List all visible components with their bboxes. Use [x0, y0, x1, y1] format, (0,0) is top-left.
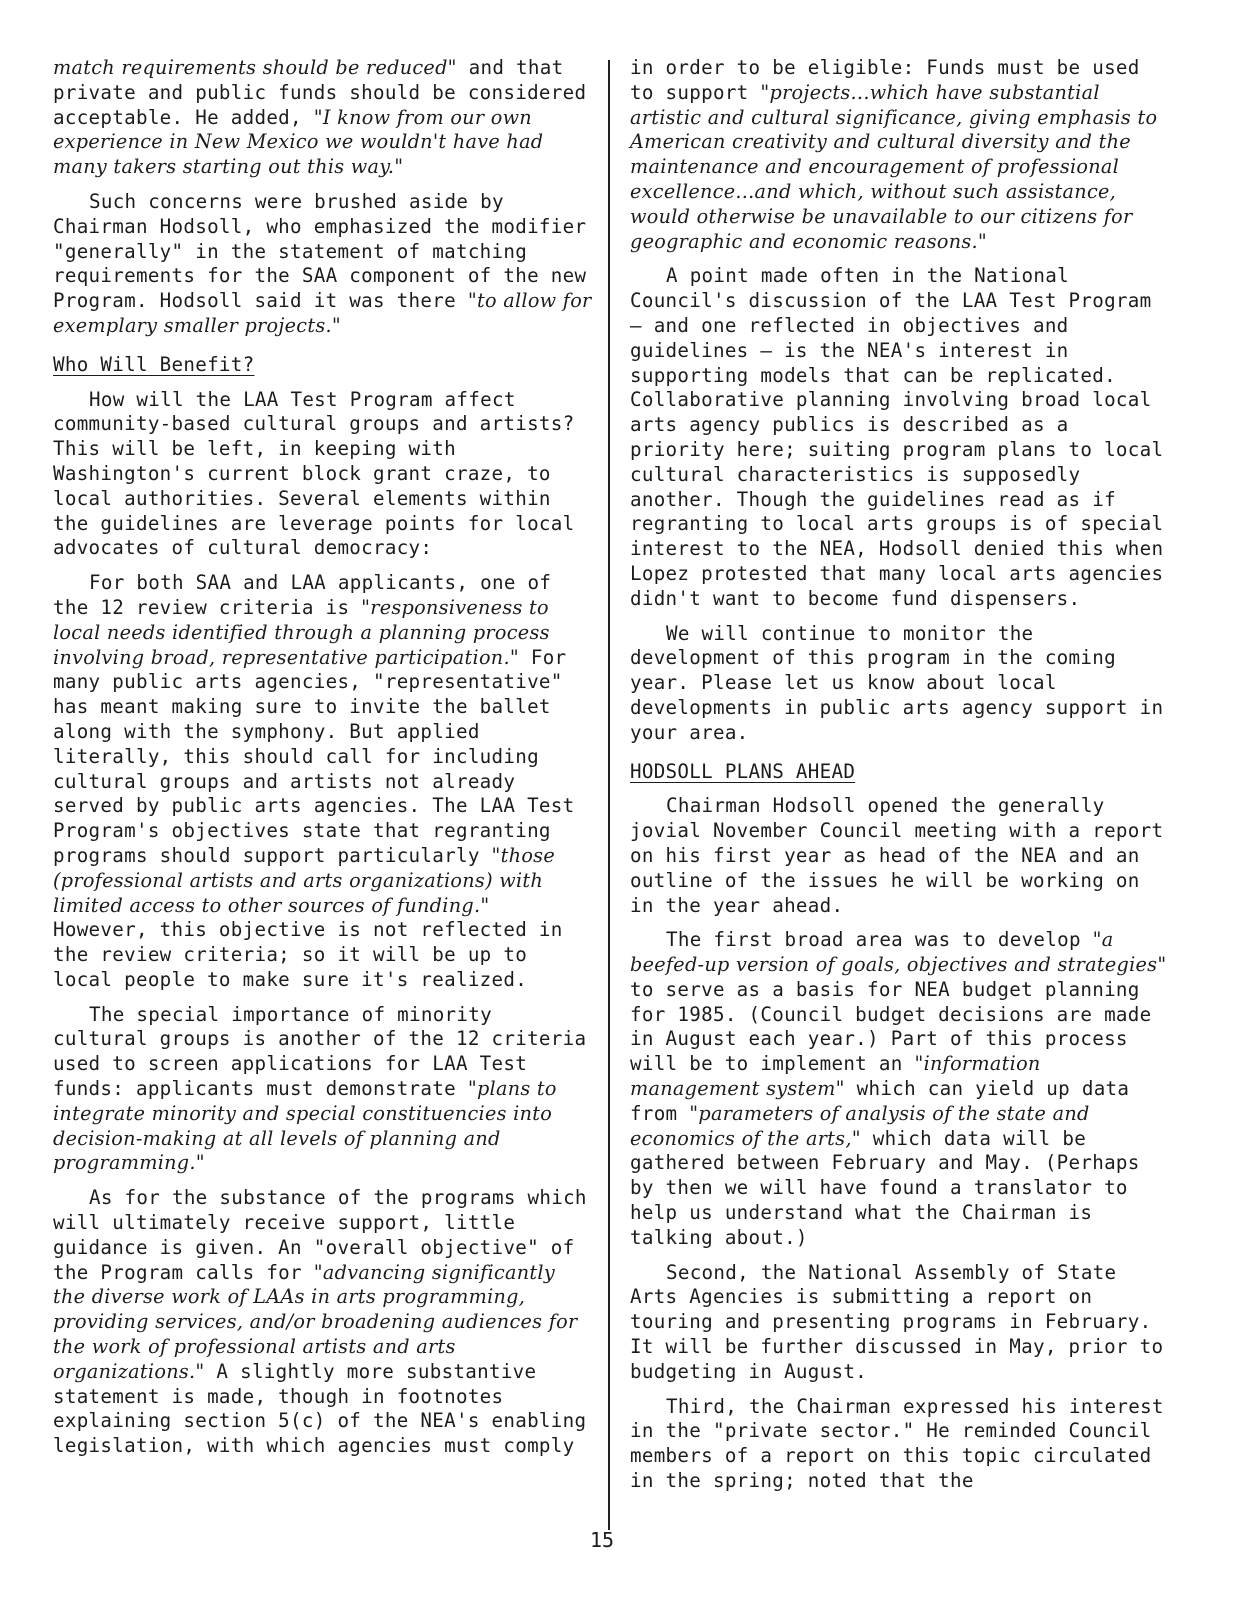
- italic-run: "responsiveness to local needs identified through a planning process involving broad, representative participation.": [53, 595, 550, 669]
- italic-run: "I know from our own experience in New Mexico we wouldn't have had many takers starting out this way.": [53, 105, 544, 179]
- text-run: to serve as a basis for NEA budget planning for 1985. (Council budget decisions are made in August each year.) Part of this process will be to implement an: [630, 977, 1152, 1076]
- text-run: in order to be eligible: Funds must be used to support: [630, 56, 1140, 104]
- column-divider: [608, 60, 610, 1530]
- right-paragraph-3: [630, 622, 1170, 746]
- text-run: However, this objective is not reflected in the review criteria; so it will be up to local people to make sure it's realized.: [53, 918, 563, 991]
- italic-run: "a beefed-up version of goals, objectives and strategies": [630, 928, 1167, 977]
- page-number: 15: [590, 1528, 615, 1552]
- text-run: We will continue to monitor the development of this program in the coming year. Please let us know about local developments in public arts agency support in your area.: [630, 621, 1164, 744]
- text-run: Third, the Chairman expressed his interest in the "private sector." He reminded Council members of a report on this topic circulated in the spring; noted that the: [630, 1394, 1164, 1493]
- text-run: How will the LAA Test Program affect community-based cultural groups and artists? This will be left, in keeping with Washington's current block grant craze, to local authorities. Several elements within the guidelines are leverage points for local advocates of cultural democracy:: [53, 387, 575, 560]
- italic-run: "those (professional artists and arts organizations) with limited access to other sources of funding.": [53, 843, 555, 917]
- section-heading-hodsoll-plans-ahead: HODSOLL PLANS AHEAD: [630, 759, 856, 783]
- text-run: which data will be gathered between February and May. (Perhaps by then we will have found a translator to help us understand what the Chairman is talking about.): [630, 1126, 1140, 1249]
- text-run: Such concerns were brushed aside by Chairman Hodsoll, who emphasized the modifier "generally" in the statement of matching requirements for the SAA component of the new Program. Hodsoll said it was there: [53, 189, 587, 313]
- text-run: and that private and public funds should be considered acceptable. He added,: [53, 56, 587, 129]
- right-column: [630, 56, 1170, 1504]
- left-paragraph-3: [53, 388, 593, 562]
- left-paragraph-5: [53, 1003, 593, 1177]
- text-run: The first broad area was to develop: [666, 928, 1093, 952]
- right-paragraph-7: [630, 1395, 1170, 1494]
- text-run: For many public arts agencies, "representative" has meant making sure to invite the ballet along with the symphony. But applied literally, this should call for including cultural groups and artists not already served by public arts agencies. The LAA Test Program's objectives state that regranting programs should support particularly: [53, 645, 575, 867]
- italic-run: "plans to integrate minority and special constituencies into decision-making at all levels of planning and programming.": [53, 1077, 557, 1175]
- text-run: which can yield up data from: [630, 1077, 1130, 1125]
- italic-run: "advancing significantly the diverse work of LAAs in arts programming, providing services, and/or broadening audiences for the work of professional artists and arts organizations.": [53, 1260, 578, 1383]
- italic-run: "information management system": [630, 1052, 1041, 1101]
- left-paragraph-6: [53, 1186, 593, 1459]
- right-paragraph-2: [630, 264, 1170, 611]
- text-run: As for the substance of the programs which will ultimately receive support, little guidance is given. An "overall objective" of the Program calls for: [53, 1186, 587, 1284]
- italic-run: match requirements should be reduced": [53, 56, 457, 79]
- right-paragraph-1: [630, 56, 1170, 254]
- italic-run: "projects...which have substantial artistic and cultural significance, giving emphasis to American creativity and cultural diversity and the maintenance and encouragement of professional excellence...and which, without such assistance, would otherwise be unavailable to our citizens for geographic and economic reasons.": [630, 80, 1158, 253]
- text-run: For both SAA and LAA applicants, one of the 12 review criteria is: [53, 571, 552, 619]
- left-paragraph-1: [53, 56, 593, 180]
- text-run: The special importance of minority cultural groups is another of the 12 criteria used to screen applications for LAA Test funds: applicants must demonstrate: [53, 1002, 587, 1101]
- italic-run: "parameters of analysis of the state and economics of the arts,": [630, 1101, 1090, 1150]
- right-paragraph-4: [630, 794, 1170, 918]
- text-run: Chairman Hodsoll opened the generally jovial November Council meeting with a report on his first year as head of the NEA and an outline of the issues he will be working on in the year ahead.: [630, 794, 1164, 917]
- left-paragraph-2: [53, 190, 593, 339]
- section-heading-who-will-benefit: Who Will Benefit?: [53, 352, 255, 376]
- text-run: A point made often in the National Council's discussion of the LAA Test Program — and one reflected in objectives and guidelines — is the NEA's interest in supporting models that can be replicated. Collaborative planning involving broad local arts agency publics is described as a priority here; suiting program plans to local cultural characteristics is supposedly another. Though the guidelines read as if regranting to local arts groups is of special interest to the NEA, Hodsoll denied this when Lopez protested that many local arts agencies didn't want to become fund dispensers.: [630, 264, 1164, 610]
- right-paragraph-6: [630, 1261, 1170, 1385]
- left-paragraph-4: [53, 571, 593, 993]
- left-column: [53, 56, 593, 1469]
- right-paragraph-5: [630, 928, 1170, 1250]
- text-run: A slightly more substantive statement is made, though in footnotes explaining section 5(c) of the NEA's enabling legislation, with which agencies must comply: [53, 1359, 587, 1458]
- italic-run: "to allow for exemplary smaller projects.": [53, 289, 592, 337]
- text-run: Second, the National Assembly of State Arts Agencies is submitting a report on touring and presenting programs in February. It will be further discussed in May, prior to budgeting in August.: [630, 1260, 1164, 1383]
